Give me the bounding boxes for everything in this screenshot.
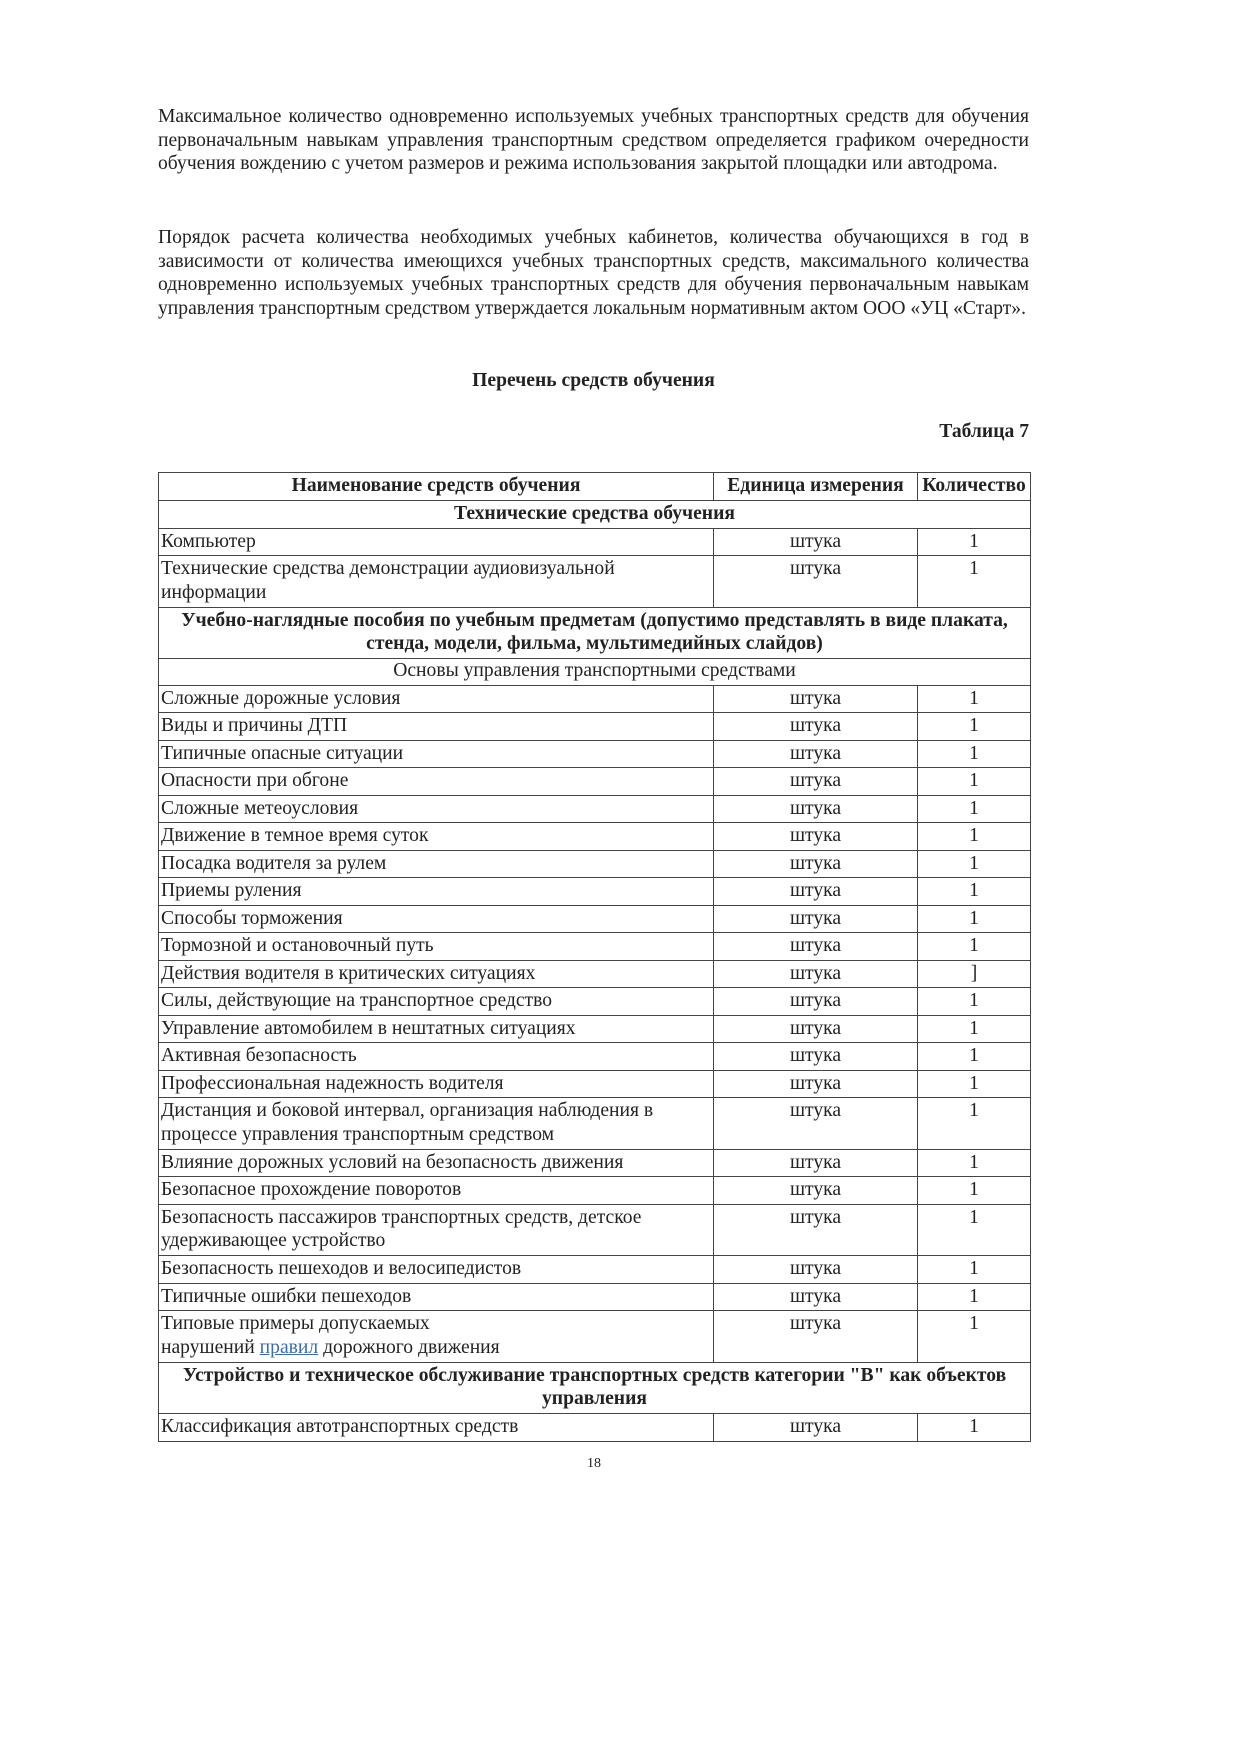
item-quantity: 1 bbox=[918, 878, 1031, 906]
item-quantity: 1 bbox=[918, 1311, 1031, 1363]
header-name: Наименование средств обучения bbox=[159, 473, 714, 501]
header-quantity: Количество bbox=[918, 473, 1031, 501]
item-name: Виды и причины ДТП bbox=[159, 713, 714, 741]
item-name: Безопасность пассажиров транспортных средств, детское удерживающее устройство bbox=[159, 1204, 714, 1256]
item-unit: штука bbox=[714, 960, 918, 988]
table-row bbox=[159, 528, 1031, 556]
item-unit: штука bbox=[714, 768, 918, 796]
item-name: Способы торможения bbox=[159, 905, 714, 933]
item-name: Действия водителя в критических ситуациях bbox=[159, 960, 714, 988]
item-name bbox=[159, 1311, 714, 1363]
item-quantity: 1 bbox=[918, 1204, 1031, 1256]
item-quantity: 1 bbox=[918, 528, 1031, 556]
item-name: Профессиональная надежность водителя bbox=[159, 1070, 714, 1098]
item-quantity: 1 bbox=[918, 1015, 1031, 1043]
item-name: Силы, действующие на транспортное средство bbox=[159, 988, 714, 1016]
item-unit: штука bbox=[714, 878, 918, 906]
table-row bbox=[159, 685, 1031, 713]
item-quantity: 1 bbox=[918, 556, 1031, 608]
item-unit: штука bbox=[714, 933, 918, 961]
item-quantity: 1 bbox=[918, 1149, 1031, 1177]
item-unit: штука bbox=[714, 685, 918, 713]
item-quantity: 1 bbox=[918, 685, 1031, 713]
section-row bbox=[159, 501, 1031, 529]
table-row bbox=[159, 1043, 1031, 1071]
item-unit: штука bbox=[714, 1070, 918, 1098]
item-name: Приемы руления bbox=[159, 878, 714, 906]
table-row bbox=[159, 988, 1031, 1016]
table-row bbox=[159, 1015, 1031, 1043]
item-name: Посадка водителя за рулем bbox=[159, 850, 714, 878]
table-row bbox=[159, 823, 1031, 851]
paragraph-calculation-order: Порядок расчета количества необходимых учебных кабинетов, количества обучающихся в год в зависимости от количества имеющихся учебных транспортных средств, максимального количества одновременно используемых учебных транспортных средств для обучения первоначальным навыкам управления транспортным средством утверждается локальным нормативным актом ООО «УЦ «Старт». bbox=[158, 227, 1029, 320]
item-unit: штука bbox=[714, 1015, 918, 1043]
item-quantity: ] bbox=[918, 960, 1031, 988]
item-name: Дистанция и боковой интервал, организация наблюдения в процессе управления транспортным средством bbox=[159, 1098, 714, 1150]
table-row bbox=[159, 740, 1031, 768]
table-row bbox=[159, 1149, 1031, 1177]
table-row bbox=[159, 1204, 1031, 1256]
table-row bbox=[159, 933, 1031, 961]
item-name: Опасности при обгоне bbox=[159, 768, 714, 796]
item-name: Движение в темное время суток bbox=[159, 823, 714, 851]
item-unit: штука bbox=[714, 1283, 918, 1311]
item-quantity: 1 bbox=[918, 933, 1031, 961]
item-name: Влияние дорожных условий на безопасность движения bbox=[159, 1149, 714, 1177]
section-heading: Перечень средств обучения bbox=[472, 370, 715, 391]
item-unit: штука bbox=[714, 1311, 918, 1363]
table-row bbox=[159, 556, 1031, 608]
item-unit: штука bbox=[714, 988, 918, 1016]
table-header-row bbox=[159, 473, 1031, 501]
item-unit: штука bbox=[714, 1149, 918, 1177]
item-unit: штука bbox=[714, 1256, 918, 1284]
item-unit: штука bbox=[714, 1043, 918, 1071]
table-row bbox=[159, 850, 1031, 878]
table-row bbox=[159, 1098, 1031, 1150]
item-quantity: 1 bbox=[918, 713, 1031, 741]
table-row bbox=[159, 905, 1031, 933]
table-row bbox=[159, 960, 1031, 988]
item-name: Типичные опасные ситуации bbox=[159, 740, 714, 768]
item-name: Сложные метеоусловия bbox=[159, 795, 714, 823]
item-quantity: 1 bbox=[918, 1043, 1031, 1071]
table-row bbox=[159, 878, 1031, 906]
item-name-line1: Типовые примеры допускаемых bbox=[161, 1313, 430, 1334]
item-quantity: 1 bbox=[918, 740, 1031, 768]
training-means-table bbox=[158, 472, 1031, 1442]
section-technical: Технические средства обучения bbox=[159, 501, 1031, 529]
item-name: Безопасность пешеходов и велосипедистов bbox=[159, 1256, 714, 1284]
item-quantity: 1 bbox=[918, 823, 1031, 851]
item-name: Безопасное прохождение поворотов bbox=[159, 1177, 714, 1205]
subsection-row bbox=[159, 659, 1031, 686]
item-quantity: 1 bbox=[918, 768, 1031, 796]
item-quantity: 1 bbox=[918, 1283, 1031, 1311]
item-unit: штука bbox=[714, 1098, 918, 1150]
item-unit: штука bbox=[714, 850, 918, 878]
item-name: Управление автомобилем в нештатных ситуациях bbox=[159, 1015, 714, 1043]
table-row bbox=[159, 713, 1031, 741]
item-quantity: 1 bbox=[918, 1070, 1031, 1098]
item-unit: штука bbox=[714, 1177, 918, 1205]
subsection-basics: Основы управления транспортными средствами bbox=[159, 659, 1031, 686]
item-unit: штука bbox=[714, 905, 918, 933]
item-name-suffix: дорожного движения bbox=[318, 1336, 500, 1358]
item-unit: штука bbox=[714, 740, 918, 768]
section-row bbox=[159, 1362, 1031, 1414]
rules-link[interactable]: правил bbox=[259, 1336, 319, 1358]
table-row bbox=[159, 1283, 1031, 1311]
table-row bbox=[159, 1177, 1031, 1205]
table-label: Таблица 7 bbox=[939, 421, 1029, 442]
header-unit: Единица измерения bbox=[714, 473, 918, 501]
item-unit: штука bbox=[714, 1204, 918, 1256]
paragraph-max-vehicles: Максимальное количество одновременно используемых учебных транспортных средств для обучения первоначальным навыкам управления транспортным средством определяется графиком очередности обучения вождению с учетом размеров и режима использования закрытой площадки или автодрома. bbox=[158, 106, 1029, 175]
item-unit: штука bbox=[714, 1414, 918, 1442]
item-quantity: 1 bbox=[918, 1256, 1031, 1284]
item-unit: штука bbox=[714, 823, 918, 851]
table-row bbox=[159, 1311, 1031, 1363]
table-row bbox=[159, 1070, 1031, 1098]
item-quantity: 1 bbox=[918, 795, 1031, 823]
item-unit: штука bbox=[714, 795, 918, 823]
item-name: Технические средства демонстрации аудиовизуальной информации bbox=[159, 556, 714, 608]
item-name-prefix: нарушений bbox=[161, 1336, 260, 1358]
item-quantity: 1 bbox=[918, 1414, 1031, 1442]
item-quantity: 1 bbox=[918, 1177, 1031, 1205]
section-row bbox=[159, 607, 1031, 659]
table-row bbox=[159, 1414, 1031, 1442]
section-visual-aids: Учебно-наглядные пособия по учебным предметам (допустимо представлять в виде плаката, стенда, модели, фильма, мультимедийных слайдов) bbox=[159, 607, 1031, 659]
item-unit: штука bbox=[714, 713, 918, 741]
item-quantity: 1 bbox=[918, 988, 1031, 1016]
item-unit: штука bbox=[714, 556, 918, 608]
page-number: 18 bbox=[587, 1456, 601, 1471]
item-unit: штука bbox=[714, 528, 918, 556]
item-quantity: 1 bbox=[918, 850, 1031, 878]
table-row bbox=[159, 1256, 1031, 1284]
item-name: Типичные ошибки пешеходов bbox=[159, 1283, 714, 1311]
table-row bbox=[159, 768, 1031, 796]
item-name: Классификация автотранспортных средств bbox=[159, 1414, 714, 1442]
section-vehicle-device: Устройство и техническое обслуживание транспортных средств категории "В" как объектов управления bbox=[159, 1362, 1031, 1414]
item-name: Активная безопасность bbox=[159, 1043, 714, 1071]
item-name: Компьютер bbox=[159, 528, 714, 556]
item-name: Сложные дорожные условия bbox=[159, 685, 714, 713]
item-quantity: 1 bbox=[918, 905, 1031, 933]
item-name: Тормозной и остановочный путь bbox=[159, 933, 714, 961]
table-row bbox=[159, 795, 1031, 823]
item-quantity: 1 bbox=[918, 1098, 1031, 1150]
